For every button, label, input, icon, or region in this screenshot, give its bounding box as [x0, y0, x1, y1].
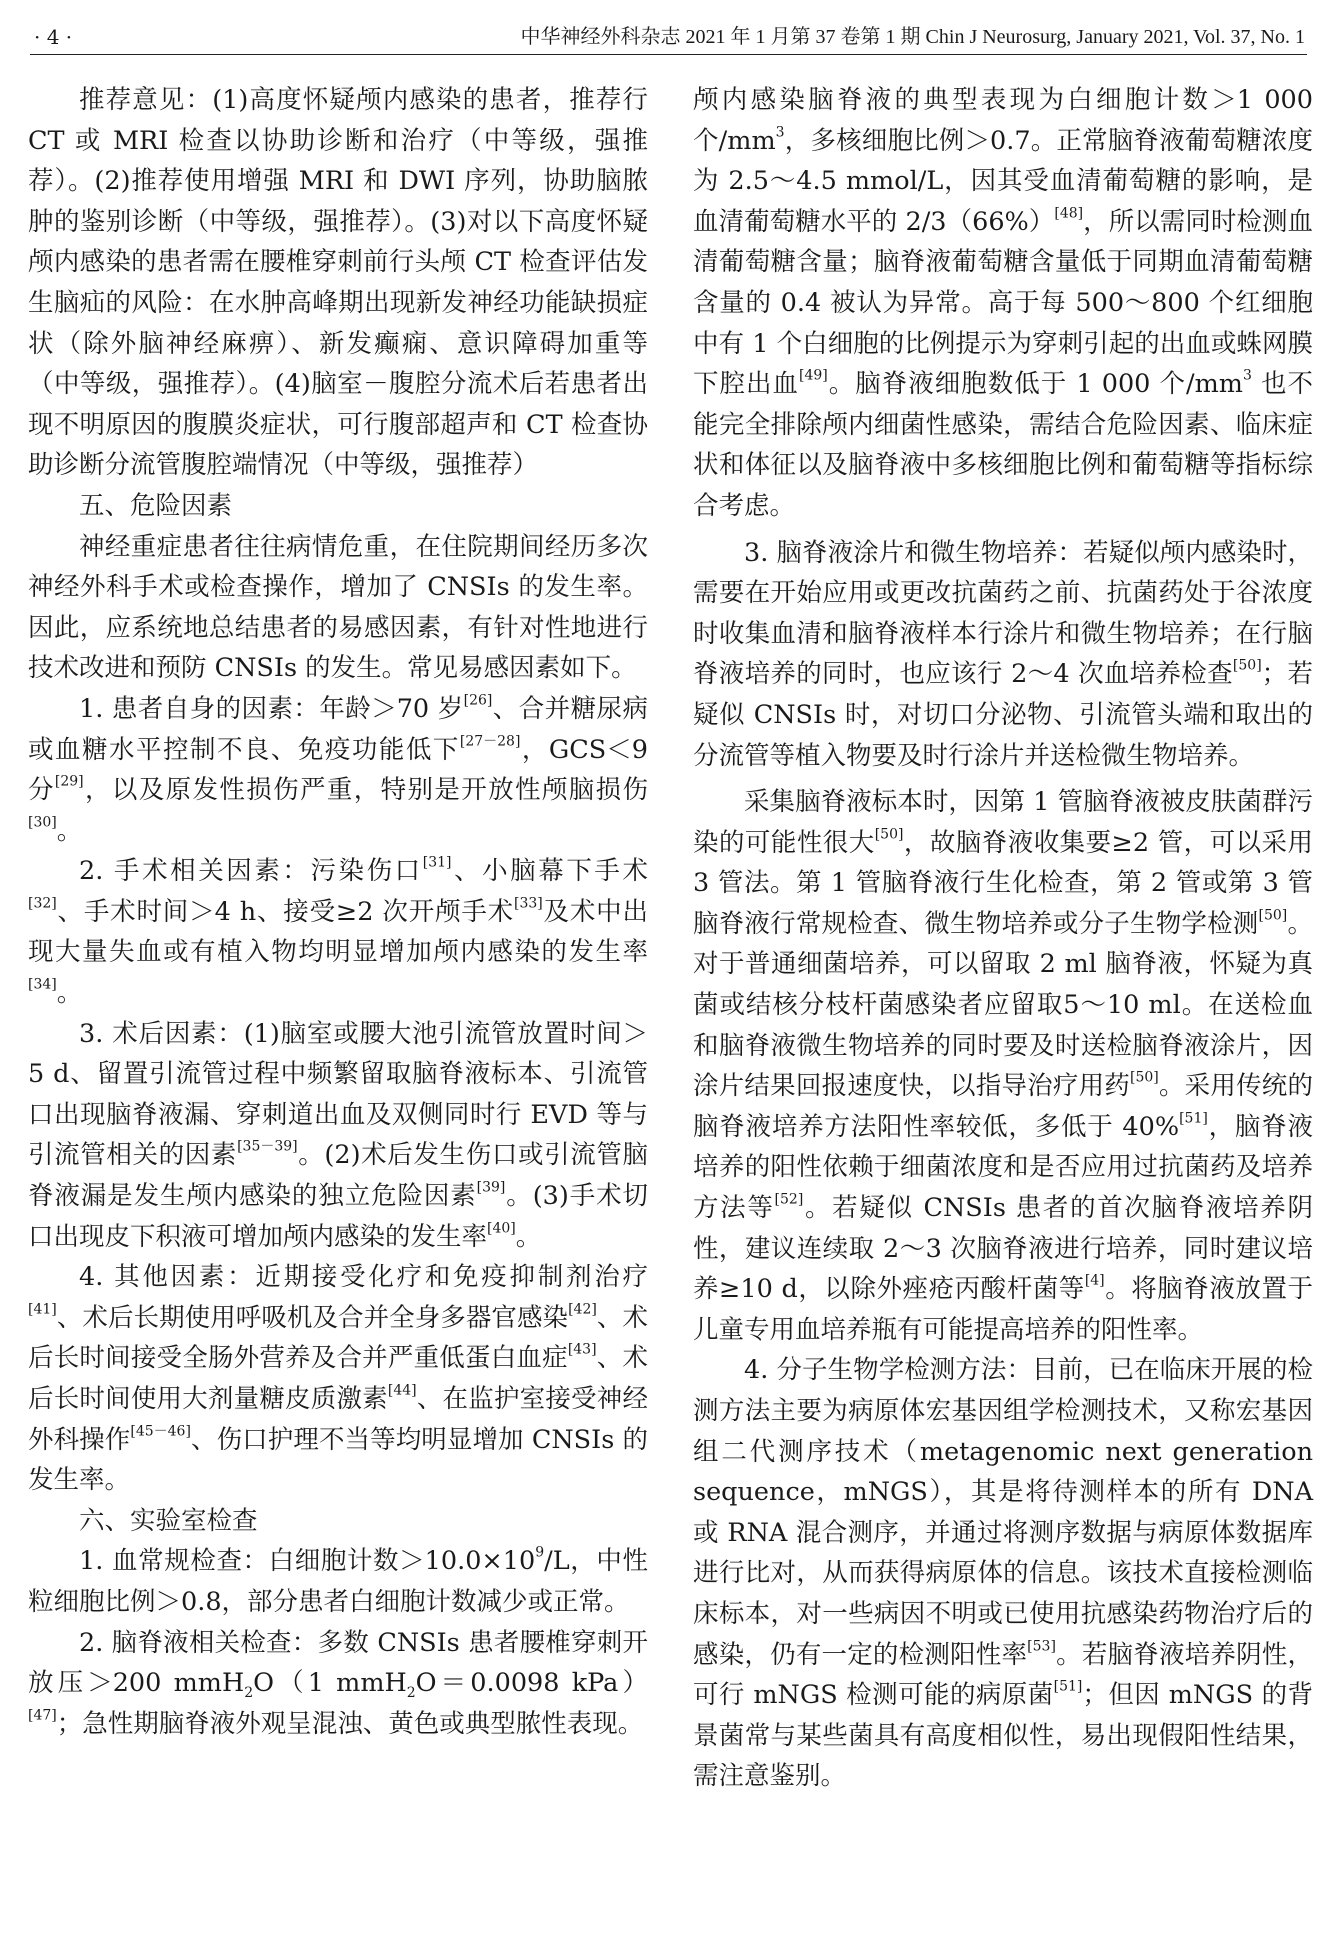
paragraph-continued: 颅内感染脑脊液的典型表现为白细胞计数＞1 000 个$/mm^3$，多核细胞比例＞0.7。正常脑脊液葡萄糖浓度为 2.5～4.5 mmol/L，因其受血清葡萄糖的影响，是血清葡萄糖水平的 2/3（66%）[48]，所以需同时检测血清葡萄糖含量；脑脊液葡萄糖含量低于同期血清葡萄糖含量的 0.4 被认为异常。高于每 500～800 个红细胞中有 1 个白细胞的比例提示为穿刺引起的出血或蛛网膜下腔出血[49]。脑脊液细胞数低于 1 000 个$/mm^3$ 也不能完全排除颅内细菌性感染，需结合危险因素、临床症状和体征以及脑脊液中多核细胞比例和葡萄糖等指标综合考虑。 — [693, 85, 1314, 521]
paragraph: 3. 术后因素：(1)脑室或腰大池引流管放置时间＞5 d、留置引流管过程中频繁留取脑脊液标本、引流管口出现脑脊液漏、穿刺道出血及双侧同时行 EVD 等与引流管相关的因素[35－39]。(2)术后发生伤口或引流管脑脊液漏是发生颅内感染的独立危险因素[39]。(3)手术切口出现皮下积液可增加颅内感染的发生率[40]。 — [28, 1018, 648, 1252]
running-header — [30, 20, 1307, 55]
paragraph: 4. 分子生物学检测方法：目前，已在临床开展的检测方法主要为病原体宏基因组学检测技术，又称宏基因组二代测序技术（metagenomic next generation sequence，mNGS），其是将待测样本的所有 DNA 或 RNA 混合测序，并通过将测序数据与病原体数据库进行比对，从而获得病原体的信息。该技术直接检测临床标本，对一些病因不明或已使用抗感染药物治疗后的感染，仍有一定的检测阳性率[53]。若脑脊液培养阴性，可行 mNGS 检测可能的病原菌[51]；但因 mNGS 的背景菌常与某些菌具有高度相似性，易出现假阳性结果，需注意鉴别。 — [693, 1355, 1314, 1792]
journal-citation-line: 中华神经外科杂志 2021 年 1 月第 37 卷第 1 期 Chin J Neurosurg, January 2021, Vol. 37, No. 1 — [520, 26, 1305, 48]
paragraph: 采集脑脊液标本时，因第 1 管脑脊液被皮肤菌群污染的可能性很大[50]，故脑脊液收集要≥2 管，可以采用 3 管法。第 1 管脑脊液行生化检查，第 2 管或第 3 管脑脊液行常规检查、微生物培养或分子生物学检测[50]。对于普通细菌培养，可以留取 2 ml 脑脊液，怀疑为真菌或结核分枝杆菌感染者应留取5～10 ml。在送检血和脑脊液微生物培养的同时要及时送检脑脊液涂片，因涂片结果回报速度快，以指导治疗用药[50]。采用传统的脑脊液培养方法阳性率较低，多低于 40%[51]，脑脊液培养的阳性依赖于细菌浓度和是否应用过抗菌药及培养方法等[52]。若疑似 CNSIs 患者的首次脑脊液培养阴性，建议连续取 2～3 次脑脊液进行培养，同时建议培养≥10 d，以除外痤疮丙酸杆菌等[4]。将脑脊液放置于儿童专用血培养瓶有可能提高培养的阳性率。 — [693, 787, 1313, 1345]
section-heading-lab-tests: 六、实验室检查 — [79, 1505, 258, 1536]
paragraph: 3. 脑脊液涂片和微生物培养：若疑似颅内感染时，需要在开始应用或更改抗菌药之前、抗菌药处于谷浓度时收集血清和脑脊液样本行涂片和微生物培养；在行脑脊液培养的同时，也应该行 2～4 次血培养检查[50]；若疑似 CNSIs 时，对切口分泌物、引流管头端和取出的分流管等植入物要及时行涂片并送检微生物培养。 — [693, 537, 1313, 771]
paragraph: 2. 手术相关因素：污染伤口[31]、小脑幕下手术[32]、手术时间＞4 h、接受≥2 次开颅手术[33]及术中出现大量失血或有植入物均明显增加颅内感染的发生率[34]。 — [28, 854, 648, 1009]
paragraph: 1. 血常规检查：白细胞计数$>10.0\times 10^9/L$，中性粒细胞比例＞0.8，部分患者白细胞计数减少或正常。 — [28, 1544, 649, 1617]
paragraph: 神经重症患者往往病情危重，在住院期间经历多次神经外科手术或检查操作，增加了 CNSIs 的发生率。因此，应系统地总结患者的易感因素，有针对性地进行技术改进和预防 CNSIs 的发生。常见易感因素如下。 — [28, 531, 648, 684]
paragraph: 2. 脑脊液相关检查：多数 CNSIs 患者腰椎穿刺开放压＞200 mmH$_2$O（1 mmH$_2$O＝0.0098 kPa）[47]；急性期脑脊液外观呈混浊、黄色或典型脓性表现。 — [28, 1627, 648, 1739]
right-column — [693, 80, 1313, 1797]
left-column — [28, 80, 648, 1744]
page-number: · 4 · — [34, 25, 73, 49]
section-heading-risk-factors: 五、危险因素 — [79, 490, 233, 521]
paragraph: 1. 患者自身的因素：年龄＞70 岁[26]、合并糖尿病或血糖水平控制不良、免疫功能低下[27－28]，GCS＜9 分[29]，以及原发性损伤严重，特别是开放性颅脑损伤[30]。 — [28, 692, 648, 846]
recommendation-paragraph: 推荐意见：(1)高度怀疑颅内感染的患者，推荐行 CT 或 MRI 检查以协助诊断和治疗（中等级，强推荐）。(2)推荐使用增强 MRI 和 DWI 序列，协助脑脓肿的鉴别诊断（中等级，强推荐）。(3)对以下高度怀疑颅内感染的患者需在腰椎穿刺前行头颅 CT 检查评估发生脑疝的风险：在水肿高峰期出现新发神经功能缺损症状（除外脑神经麻痹）、新发癫痫、意识障碍加重等（中等级，强推荐）。(4)脑室－腹腔分流术后若患者出现不明原因的腹膜炎症状，可行腹部超声和 CT 检查协助诊断分流管腹腔端情况（中等级，强推荐） — [28, 85, 648, 481]
paragraph: 4. 其他因素：近期接受化疗和免疫抑制剂治疗[41]、术后长期使用呼吸机及合并全身多器官感染[42]、术后长时间接受全肠外营养及合并严重低蛋白血症[43]、术后长时间使用大剂量糖皮质激素[44]、在监护室接受神经外科操作[45－46]、伤口护理不当等均明显增加 CNSIs 的发生率。 — [28, 1262, 648, 1496]
